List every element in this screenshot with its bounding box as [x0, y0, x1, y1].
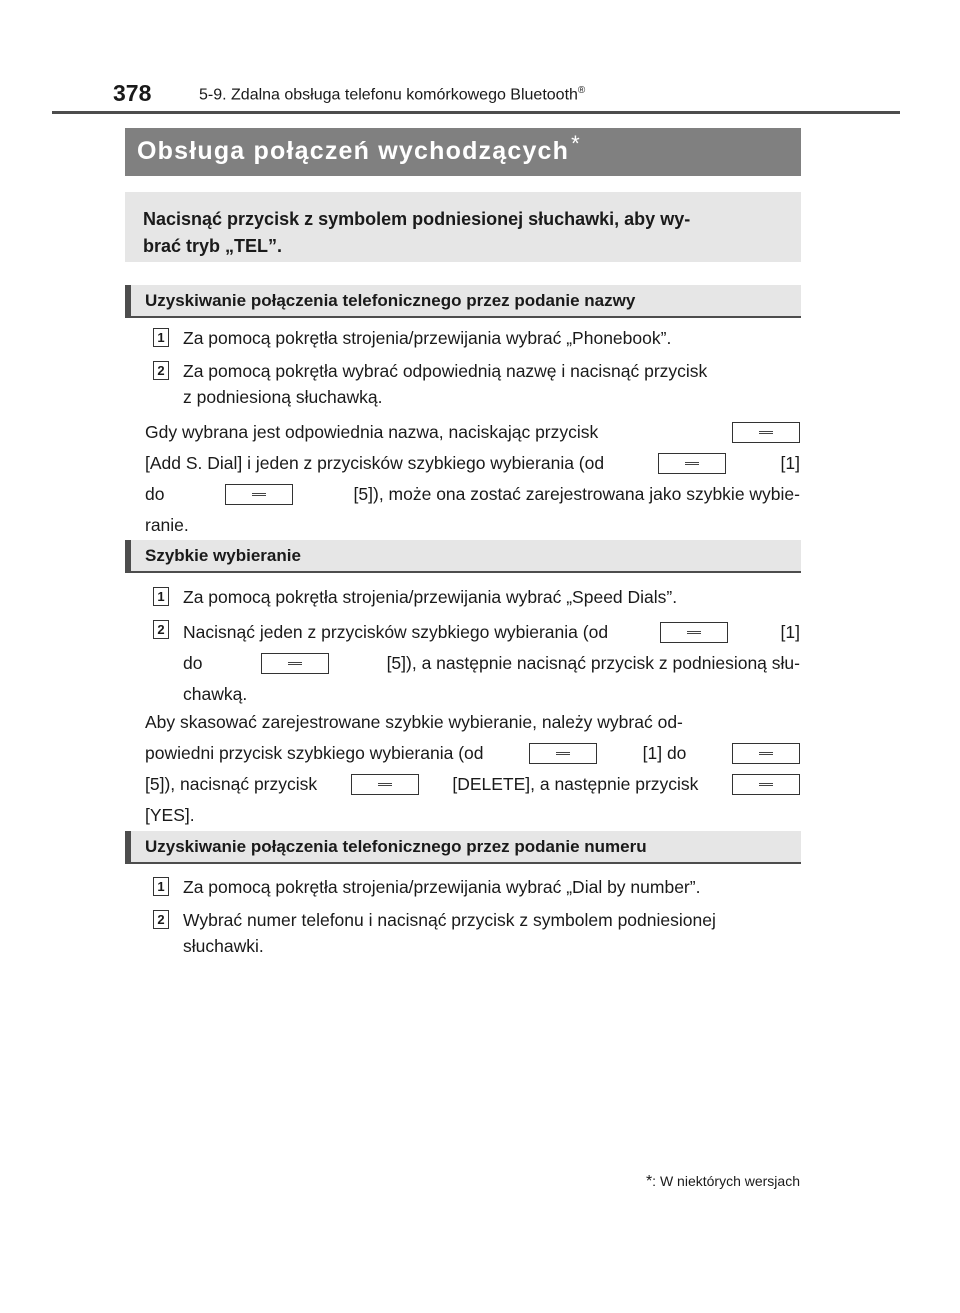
- section-heading-number-call: Uzyskiwanie połączenia telefonicznego przez podanie numeru: [125, 831, 801, 864]
- button-symbol-icon: [529, 743, 597, 764]
- button-symbol-icon: [732, 422, 800, 443]
- note-text: do: [145, 484, 165, 504]
- step-text-line: z podniesioną słuchawką.: [183, 387, 383, 407]
- button-symbol-icon: [658, 453, 726, 474]
- asterisk-mark: *: [645, 1173, 653, 1190]
- step-number-badge: 1: [153, 877, 169, 896]
- note-line: [145, 769, 800, 800]
- step-text-part: do: [183, 653, 203, 673]
- running-header-text: 5-9. Zdalna obsługa telefonu komórkowego Bluetooth: [199, 86, 578, 104]
- step-number-badge: 2: [153, 361, 169, 380]
- button-symbol-icon: [660, 622, 728, 643]
- asterisk-mark: *: [571, 131, 581, 156]
- page-number: 378: [113, 80, 152, 106]
- header-rule: [52, 111, 900, 114]
- step-text-line: [183, 617, 800, 648]
- registered-mark: ®: [577, 85, 586, 96]
- button-symbol-icon: [732, 774, 800, 795]
- section-heading-speed-dial: Szybkie wybieranie: [125, 540, 801, 573]
- note-text: [Add S. Dial] i jeden z przycisków szybkiego wybierania (od: [145, 453, 605, 473]
- button-symbol-icon: [351, 774, 419, 795]
- note-text: Gdy wybrana jest odpowiednia nazwa, naciskając przycisk: [145, 422, 599, 442]
- step-text-part: [1]: [780, 622, 800, 642]
- note-text: [1]: [780, 453, 800, 473]
- page-title-text: Obsługa połączeń wychodzących: [137, 137, 570, 165]
- intro-line: Nacisnąć przycisk z symbolem podniesionej słuchawki, aby wy-: [143, 209, 691, 229]
- step-text-part: Nacisnąć jeden z przycisków szybkiego wybierania (od: [183, 622, 609, 642]
- step-text: Za pomocą pokrętła strojenia/przewijania wybrać „Dial by number”.: [183, 877, 701, 897]
- step-text-line: Wybrać numer telefonu i nacisnąć przycisk z symbolem podniesionej: [183, 910, 716, 930]
- page-title: [125, 128, 801, 176]
- section-heading-name-call: Uzyskiwanie połączenia telefonicznego przez podanie nazwy: [125, 285, 801, 318]
- note-line: [145, 448, 800, 479]
- note-line: [145, 479, 800, 510]
- note-line: ranie.: [145, 515, 189, 535]
- step-text-part: [5]), a następnie nacisnąć przycisk z podniesioną słu-: [386, 653, 800, 673]
- step-text: [183, 358, 800, 410]
- note-paragraph: [145, 707, 800, 831]
- step-text: [183, 617, 800, 710]
- step-number-badge: 1: [153, 587, 169, 606]
- note-paragraph: [145, 417, 800, 541]
- step-text: Za pomocą pokrętła strojenia/przewijania wybrać „Speed Dials”.: [183, 587, 678, 607]
- step-text-line: Za pomocą pokrętła wybrać odpowiednią nazwę i nacisnąć przycisk: [183, 361, 708, 381]
- note-text: [DELETE], a następnie przycisk: [452, 774, 699, 794]
- intro-box: [125, 192, 801, 262]
- step-text-line: słuchawki.: [183, 936, 264, 956]
- note-line: [145, 417, 800, 448]
- note-text: [5]), może ona zostać zarejestrowana jako szybkie wybie-: [353, 484, 800, 504]
- step-number-badge: 2: [153, 620, 169, 639]
- step-text: [183, 907, 800, 959]
- step-text-line: chawką.: [183, 684, 248, 704]
- note-text: [5]), nacisnąć przycisk: [145, 774, 318, 794]
- footnote-text: : W niektórych wersjach: [652, 1173, 800, 1189]
- note-line: Aby skasować zarejestrowane szybkie wybieranie, należy wybrać od-: [145, 712, 683, 732]
- step-text: Za pomocą pokrętła strojenia/przewijania wybrać „Phonebook”.: [183, 328, 672, 348]
- note-text: powiedni przycisk szybkiego wybierania (od: [145, 743, 484, 763]
- button-symbol-icon: [261, 653, 329, 674]
- running-header: [199, 85, 585, 104]
- step-text-line: [183, 648, 800, 679]
- note-line: [145, 738, 800, 769]
- step-number-badge: 1: [153, 328, 169, 347]
- step-number-badge: 2: [153, 910, 169, 929]
- intro-line: brać tryb „TEL”.: [143, 236, 283, 256]
- button-symbol-icon: [732, 743, 800, 764]
- footnote: [646, 1173, 800, 1191]
- button-symbol-icon: [225, 484, 293, 505]
- note-line: [YES].: [145, 805, 195, 825]
- note-text: [1] do: [642, 743, 687, 763]
